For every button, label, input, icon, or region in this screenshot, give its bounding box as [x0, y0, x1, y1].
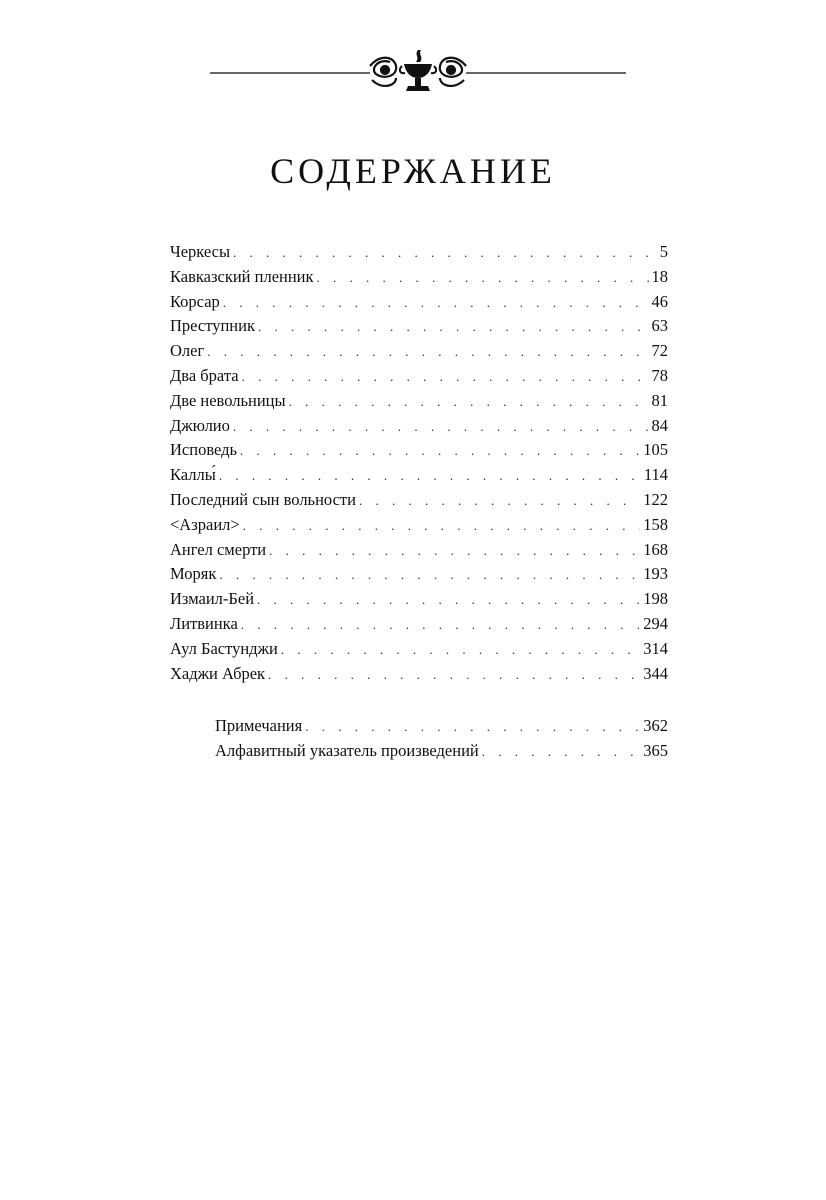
toc-entry-page: 5	[659, 242, 668, 261]
toc-dot-leader	[219, 563, 640, 588]
toc-entry-title: Примечания	[215, 716, 303, 735]
toc-dot-leader	[258, 315, 649, 340]
toc-entry[interactable]	[170, 562, 668, 587]
toc-entry[interactable]	[170, 438, 668, 463]
toc-entry-title: Каллы́	[170, 465, 216, 485]
toc-entry-title: Измаил-Бей	[170, 589, 255, 609]
toc-appendix-entry[interactable]	[215, 739, 668, 764]
toc-dot-leader	[207, 340, 648, 365]
toc-entry-page: 198	[643, 589, 668, 609]
toc-dot-leader	[289, 390, 649, 415]
toc-entry[interactable]	[170, 612, 668, 637]
toc-entry-title: Корсар	[170, 291, 220, 311]
toc-dot-leader	[257, 588, 640, 613]
toc-dot-leader	[359, 489, 640, 514]
toc-entry-title: Джюлио	[170, 415, 230, 435]
toc-entry-page: 122	[643, 489, 668, 509]
toc-entry-page: 63	[651, 316, 668, 336]
toc-entry-title: Преступник	[170, 316, 255, 336]
toc-entry[interactable]	[170, 364, 668, 389]
toc-entry[interactable]	[170, 240, 668, 265]
toc-entry[interactable]	[170, 265, 668, 290]
toc-entry-title: <Азраил>	[170, 514, 240, 534]
toc-entry[interactable]	[170, 290, 668, 315]
toc-entry[interactable]	[170, 414, 668, 439]
toc-dot-leader	[305, 715, 640, 740]
toc-dot-leader	[268, 663, 640, 688]
toc-entry[interactable]	[170, 513, 668, 538]
toc-entry[interactable]	[170, 538, 668, 563]
toc-entry[interactable]	[170, 488, 668, 513]
toc-entry[interactable]	[170, 637, 668, 662]
toc-main-list	[170, 240, 668, 686]
toc-entry-page: 78	[651, 365, 668, 385]
toc-entry-title: Две невольницы	[170, 390, 286, 410]
toc-entry-page: 344	[643, 663, 668, 683]
toc-entry-title: Моряк	[170, 564, 217, 584]
toc-dot-leader	[219, 464, 641, 489]
toc-appendix-entry[interactable]	[215, 714, 668, 739]
toc-dot-leader	[240, 439, 640, 464]
ornament-knot-right-icon	[440, 58, 466, 86]
ornament-torch-icon	[400, 50, 436, 91]
toc-entry-title: Олег	[170, 341, 205, 361]
toc-entry[interactable]	[170, 463, 668, 488]
toc-dot-leader	[233, 415, 649, 440]
toc-appendix-list	[215, 714, 668, 764]
toc-dot-leader	[243, 514, 641, 539]
header-ornament	[210, 46, 626, 98]
ornament-knot-left-icon	[370, 58, 396, 86]
toc-entry-title: Алфавитный указатель произведений	[215, 740, 479, 760]
toc-entry[interactable]	[170, 587, 668, 612]
toc-entry[interactable]	[170, 314, 668, 339]
toc-entry-page: 105	[643, 440, 668, 460]
toc-dot-leader	[269, 539, 640, 564]
toc-dot-leader	[242, 365, 649, 390]
toc-entry-title: Последний сын вольности	[170, 489, 356, 509]
toc-entry-title: Аул Бастунджи	[170, 638, 278, 658]
toc-entry-page: 362	[643, 716, 668, 735]
toc-entry-title: Ангел смерти	[170, 539, 267, 559]
toc-dot-leader	[233, 241, 657, 266]
toc-entry-page: 81	[651, 390, 668, 410]
toc-entry-page: 114	[643, 465, 668, 485]
toc-entry-page: 294	[643, 613, 668, 633]
toc-entry-page: 18	[651, 266, 668, 286]
toc-dot-leader	[223, 291, 649, 316]
toc-dot-leader	[281, 638, 640, 663]
toc-entry-page: 158	[643, 514, 668, 534]
toc-entry-title: Черкесы	[170, 242, 231, 261]
toc-entry[interactable]	[170, 339, 668, 364]
toc-entry-title: Литвинка	[170, 613, 238, 633]
toc-entry-page: 46	[651, 291, 668, 311]
toc-entry-page: 168	[643, 539, 668, 559]
toc-entry-page: 72	[651, 341, 668, 361]
toc-entry[interactable]	[170, 389, 668, 414]
toc-entry-title: Кавказский пленник	[170, 266, 314, 286]
toc-dot-leader	[317, 266, 649, 291]
toc-entry-title: Исповедь	[170, 440, 238, 460]
toc-entry-page: 193	[643, 564, 668, 584]
toc-entry[interactable]	[170, 662, 668, 687]
toc-dot-leader	[482, 740, 641, 765]
toc-entry-title: Два брата	[170, 365, 239, 385]
toc-entry-title: Хаджи Абрек	[170, 663, 266, 683]
toc-entry-page: 314	[643, 638, 668, 658]
toc-entry-page: 365	[643, 740, 668, 760]
page-title: СОДЕРЖАНИЕ	[270, 151, 556, 191]
toc-dot-leader	[241, 613, 640, 638]
toc-entry-page: 84	[651, 415, 668, 435]
